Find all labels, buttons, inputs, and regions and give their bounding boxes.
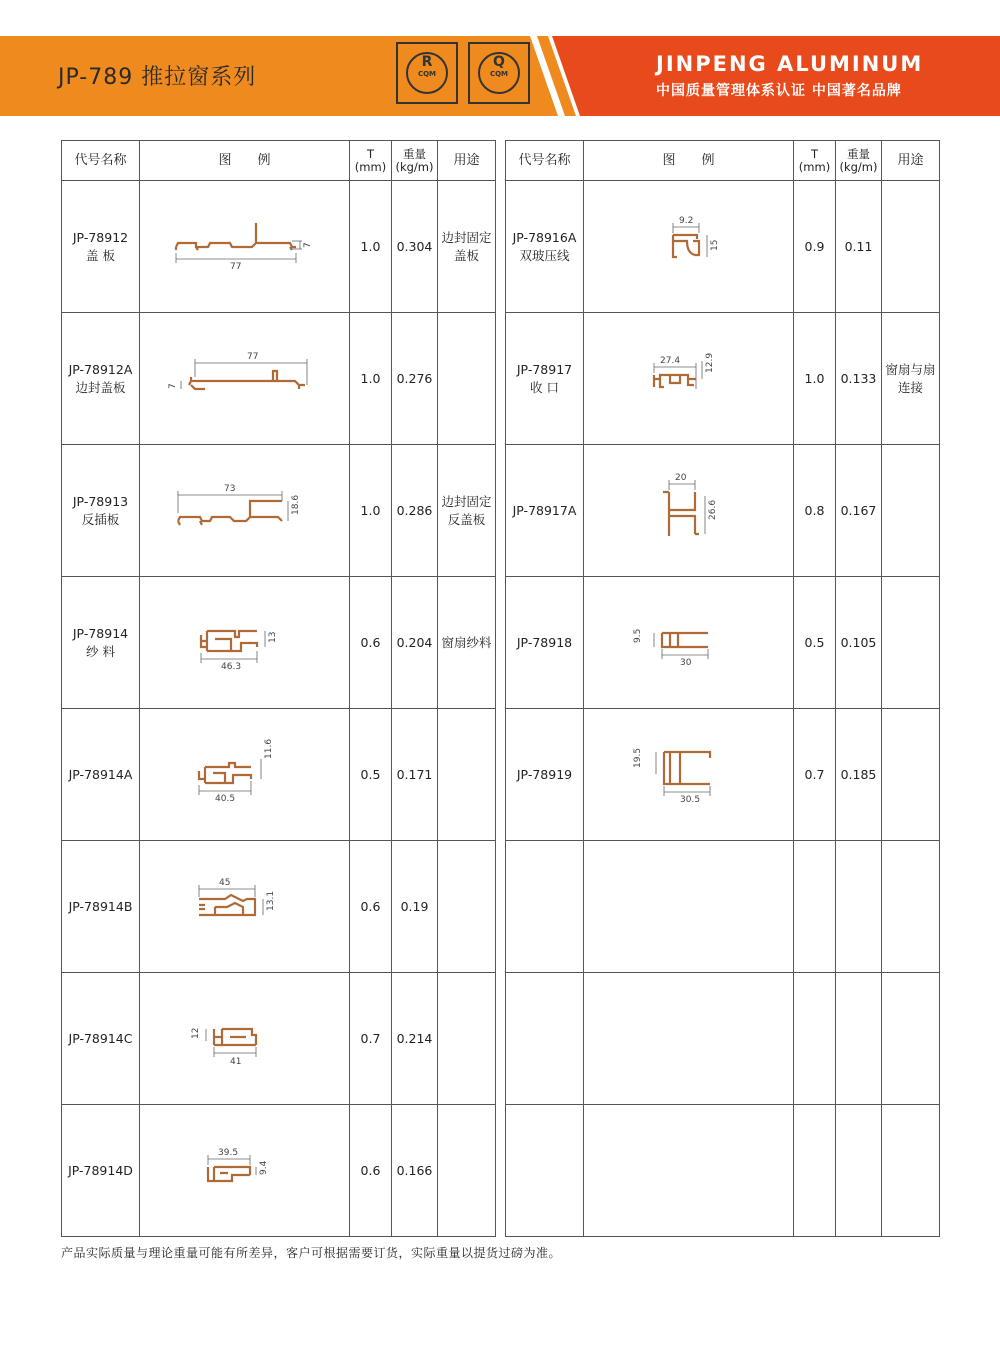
figure-cell bbox=[584, 181, 794, 313]
thickness-cell: 0.9 bbox=[794, 181, 836, 313]
figure-cell bbox=[584, 841, 794, 973]
table-row bbox=[62, 973, 496, 1105]
code-cell: JP-78914 纱 料 bbox=[62, 577, 140, 709]
footnote: 产品实际质量与理论重量可能有所差异，客户可根据需要订货，实际重量以提货过磅为准。 bbox=[61, 1246, 562, 1260]
svg-text:9.5: 9.5 bbox=[632, 628, 643, 643]
weight-cell: 0.171 bbox=[392, 709, 438, 841]
brand-slogan-cn: 中国质量管理体系认证 中国著名品牌 bbox=[656, 83, 902, 99]
code-cell bbox=[506, 1105, 584, 1237]
weight-cell bbox=[836, 841, 882, 973]
use-cell bbox=[438, 973, 496, 1105]
weight-cell: 0.304 bbox=[392, 181, 438, 313]
cert-abbr: CQM bbox=[417, 70, 437, 78]
figure-cell bbox=[584, 577, 794, 709]
svg-text:15: 15 bbox=[709, 239, 720, 251]
figure-cell bbox=[140, 709, 350, 841]
table-row-empty bbox=[506, 973, 940, 1105]
figure-cell bbox=[140, 313, 350, 445]
use-cell: 边封固定 盖板 bbox=[438, 181, 496, 313]
col-thickness: T (mm) bbox=[350, 141, 392, 181]
thickness-cell: 0.8 bbox=[794, 445, 836, 577]
svg-text:19.5: 19.5 bbox=[632, 747, 643, 768]
weight-cell bbox=[836, 973, 882, 1105]
figure-cell bbox=[140, 841, 350, 973]
svg-text:12: 12 bbox=[190, 1027, 201, 1039]
svg-text:77: 77 bbox=[246, 351, 258, 362]
thickness-cell: 0.7 bbox=[794, 709, 836, 841]
use-cell bbox=[882, 445, 940, 577]
svg-text:11.6: 11.6 bbox=[263, 738, 274, 759]
table-row bbox=[62, 181, 496, 313]
use-cell bbox=[438, 313, 496, 445]
weight-cell: 0.214 bbox=[392, 973, 438, 1105]
weight-cell: 0.19 bbox=[392, 841, 438, 973]
thickness-cell: 1.0 bbox=[794, 313, 836, 445]
weight-cell: 0.133 bbox=[836, 313, 882, 445]
figure-cell bbox=[140, 181, 350, 313]
svg-text:40.5: 40.5 bbox=[214, 793, 235, 804]
table-row-empty bbox=[506, 841, 940, 973]
svg-text:12.9: 12.9 bbox=[704, 352, 715, 373]
use-cell bbox=[882, 577, 940, 709]
code-cell: JP-78914C bbox=[62, 973, 140, 1105]
figure-cell bbox=[584, 1105, 794, 1237]
svg-text:9.4: 9.4 bbox=[258, 1160, 269, 1175]
code-cell: JP-78919 bbox=[506, 709, 584, 841]
col-weight: 重量 (kg/m) bbox=[836, 141, 882, 181]
use-cell bbox=[882, 181, 940, 313]
profile-drawing bbox=[190, 1009, 300, 1069]
cert-badge-q bbox=[468, 42, 530, 104]
thickness-cell: 0.6 bbox=[350, 1105, 392, 1237]
thickness-cell: 0.5 bbox=[794, 577, 836, 709]
code-cell: JP-78912A 边封盖板 bbox=[62, 313, 140, 445]
code-cell: JP-78917 收 口 bbox=[506, 313, 584, 445]
figure-cell bbox=[584, 313, 794, 445]
col-code: 代号名称 bbox=[62, 141, 140, 181]
thickness-cell: 0.5 bbox=[350, 709, 392, 841]
thickness-cell: 1.0 bbox=[350, 313, 392, 445]
table-row bbox=[506, 181, 940, 313]
code-cell: JP-78914A bbox=[62, 709, 140, 841]
profile-drawing bbox=[634, 740, 744, 810]
use-cell bbox=[882, 841, 940, 973]
profile-drawing bbox=[634, 349, 744, 409]
profile-drawing bbox=[170, 481, 320, 541]
use-cell bbox=[438, 1105, 496, 1237]
cert-badge-r bbox=[396, 42, 458, 104]
table-row bbox=[62, 577, 496, 709]
col-use: 用途 bbox=[438, 141, 496, 181]
col-code: 代号名称 bbox=[506, 141, 584, 181]
col-figure: 图 例 bbox=[140, 141, 350, 181]
svg-text:41: 41 bbox=[229, 1056, 241, 1067]
weight-cell: 0.286 bbox=[392, 445, 438, 577]
code-cell bbox=[506, 973, 584, 1105]
svg-text:39.5: 39.5 bbox=[217, 1147, 238, 1158]
svg-text:7: 7 bbox=[302, 241, 313, 248]
weight-cell: 0.204 bbox=[392, 577, 438, 709]
svg-text:13: 13 bbox=[267, 631, 278, 643]
profile-drawing bbox=[165, 349, 325, 409]
cert-abbr: CQM bbox=[489, 70, 509, 78]
weight-cell: 0.105 bbox=[836, 577, 882, 709]
use-cell: 窗扇纱料 bbox=[438, 577, 496, 709]
use-cell bbox=[438, 709, 496, 841]
use-cell bbox=[882, 709, 940, 841]
thickness-cell: 1.0 bbox=[350, 445, 392, 577]
table-row bbox=[506, 709, 940, 841]
thickness-cell bbox=[794, 1105, 836, 1237]
figure-cell bbox=[584, 973, 794, 1105]
table-row bbox=[62, 445, 496, 577]
figure-cell bbox=[140, 445, 350, 577]
profile-drawing bbox=[170, 217, 320, 277]
svg-text:73: 73 bbox=[223, 483, 235, 494]
use-cell bbox=[882, 1105, 940, 1237]
table-row bbox=[506, 313, 940, 445]
thickness-cell: 0.6 bbox=[350, 577, 392, 709]
code-cell: JP-78914D bbox=[62, 1105, 140, 1237]
svg-text:30.5: 30.5 bbox=[679, 794, 700, 805]
weight-cell: 0.166 bbox=[392, 1105, 438, 1237]
profile-drawing bbox=[639, 217, 739, 277]
table-row bbox=[62, 841, 496, 973]
svg-text:26.6: 26.6 bbox=[707, 499, 718, 520]
use-cell: 边封固定 反盖板 bbox=[438, 445, 496, 577]
svg-text:18.6: 18.6 bbox=[290, 494, 301, 515]
weight-cell: 0.185 bbox=[836, 709, 882, 841]
thickness-cell: 0.7 bbox=[350, 973, 392, 1105]
use-cell: 窗扇与扇 连接 bbox=[882, 313, 940, 445]
use-cell bbox=[882, 973, 940, 1105]
figure-cell bbox=[140, 1105, 350, 1237]
weight-cell bbox=[836, 1105, 882, 1237]
svg-text:46.3: 46.3 bbox=[220, 661, 241, 672]
weight-cell: 0.11 bbox=[836, 181, 882, 313]
table-header-row bbox=[62, 141, 496, 181]
profile-drawing bbox=[185, 613, 305, 673]
figure-cell bbox=[584, 445, 794, 577]
svg-text:20: 20 bbox=[674, 472, 686, 483]
col-weight: 重量 (kg/m) bbox=[392, 141, 438, 181]
col-thickness: T (mm) bbox=[794, 141, 836, 181]
code-cell: JP-78917A bbox=[506, 445, 584, 577]
svg-text:7: 7 bbox=[167, 382, 178, 389]
figure-cell bbox=[584, 709, 794, 841]
table-row bbox=[62, 1105, 496, 1237]
brand-name-en: JINPENG ALUMINUM bbox=[656, 52, 924, 76]
table-row bbox=[506, 445, 940, 577]
cert-letter: Q bbox=[493, 54, 505, 70]
table-row bbox=[506, 577, 940, 709]
code-cell bbox=[506, 841, 584, 973]
code-cell: JP-78913 反插板 bbox=[62, 445, 140, 577]
thickness-cell: 0.6 bbox=[350, 841, 392, 973]
thickness-cell bbox=[794, 841, 836, 973]
use-cell bbox=[438, 841, 496, 973]
code-cell: JP-78916A 双玻压线 bbox=[506, 181, 584, 313]
spec-table-left bbox=[61, 140, 496, 1237]
col-figure: 图 例 bbox=[584, 141, 794, 181]
svg-text:30: 30 bbox=[679, 657, 691, 668]
spec-table-right bbox=[505, 140, 940, 1237]
thickness-cell bbox=[794, 973, 836, 1105]
table-header-row bbox=[506, 141, 940, 181]
figure-cell bbox=[140, 973, 350, 1105]
svg-text:27.4: 27.4 bbox=[659, 355, 680, 366]
series-title: JP-789 推拉窗系列 bbox=[58, 65, 257, 90]
profile-drawing bbox=[185, 877, 305, 937]
cert-letter: R bbox=[421, 54, 433, 70]
code-cell: JP-78914B bbox=[62, 841, 140, 973]
svg-text:45: 45 bbox=[218, 877, 230, 888]
weight-cell: 0.276 bbox=[392, 313, 438, 445]
svg-text:77: 77 bbox=[229, 261, 241, 272]
col-use: 用途 bbox=[882, 141, 940, 181]
profile-drawing bbox=[634, 613, 744, 673]
profile-drawing bbox=[190, 1141, 300, 1201]
code-cell: JP-78912 盖 板 bbox=[62, 181, 140, 313]
weight-cell: 0.167 bbox=[836, 445, 882, 577]
table-row bbox=[62, 709, 496, 841]
table-row-empty bbox=[506, 1105, 940, 1237]
code-cell: JP-78918 bbox=[506, 577, 584, 709]
profile-drawing bbox=[639, 472, 739, 546]
figure-cell bbox=[140, 577, 350, 709]
svg-text:13.1: 13.1 bbox=[265, 890, 276, 911]
table-row bbox=[62, 313, 496, 445]
svg-text:9.2: 9.2 bbox=[678, 215, 693, 226]
profile-drawing bbox=[185, 738, 305, 805]
thickness-cell: 1.0 bbox=[350, 181, 392, 313]
